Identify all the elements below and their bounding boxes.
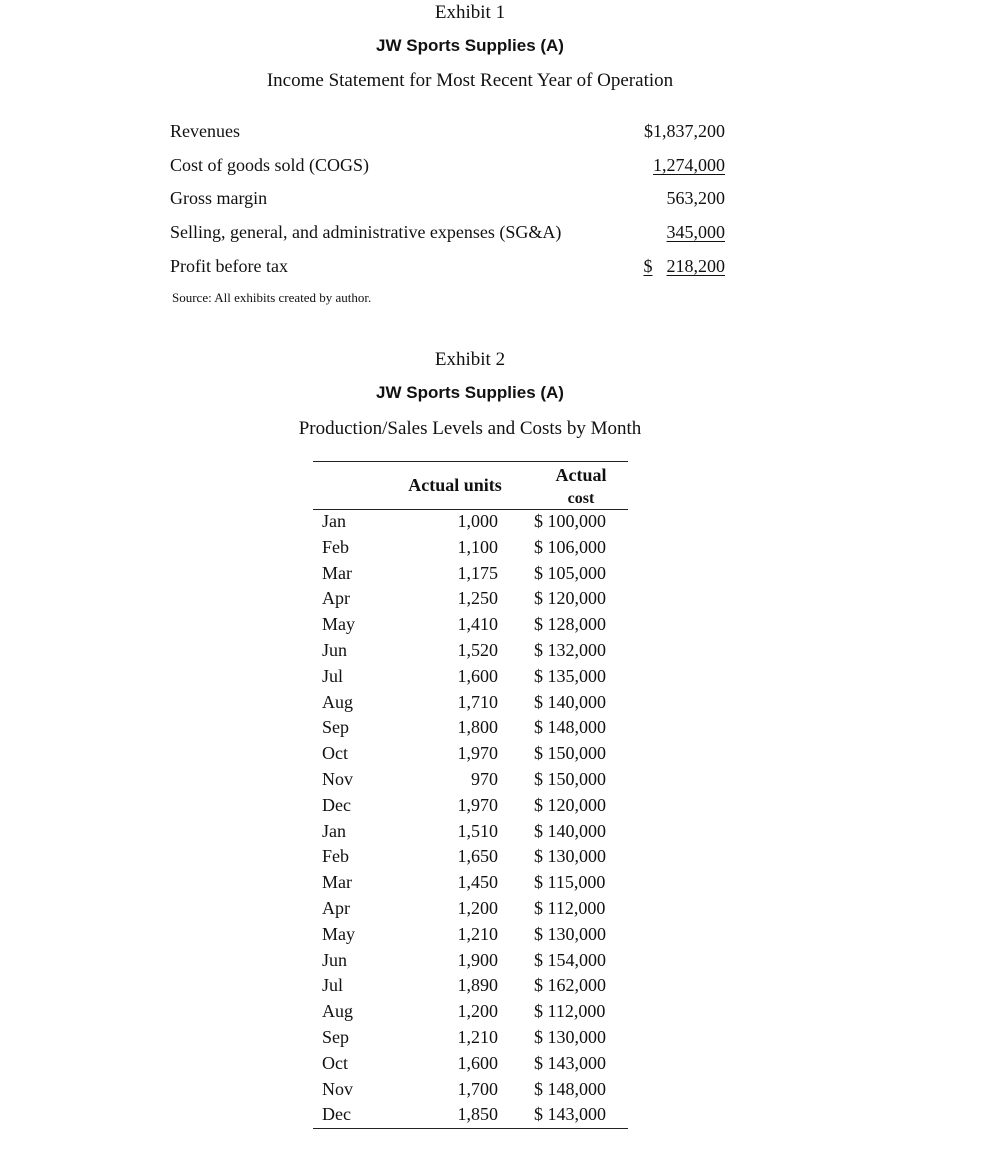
table-row (313, 614, 628, 640)
month-cell: Dec (322, 1104, 351, 1125)
header-cost-line1: Actual (555, 465, 607, 485)
row-value-group (644, 256, 726, 277)
month-cell: Jan (322, 820, 346, 841)
units-cell: 1,970 (457, 743, 498, 764)
month-cell: Jul (322, 665, 344, 686)
units-cell: 1,210 (457, 1027, 498, 1047)
units-cell: 1,410 (457, 614, 498, 635)
month-cell: Sep (322, 1027, 349, 1047)
units-cell: 1,175 (457, 562, 498, 583)
table-row (313, 846, 628, 872)
month-cell: Jan (322, 511, 346, 531)
month-cell: Jul (322, 975, 344, 996)
table-row (313, 1001, 628, 1027)
table-row (313, 1027, 628, 1053)
cost-cell: $ 135,000 (534, 665, 606, 686)
table-row (313, 795, 628, 821)
row-value: 345,000 (666, 222, 725, 242)
month-cell: Oct (322, 1052, 348, 1073)
units-cell: 1,000 (457, 511, 498, 531)
units-cell: 1,700 (457, 1078, 498, 1099)
cost-cell: $ 112,000 (534, 1001, 606, 1022)
table-row (313, 563, 628, 589)
units-cell: 1,970 (457, 794, 498, 815)
row-value: 218,200 (666, 256, 725, 276)
cost-cell: $ 140,000 (534, 820, 606, 841)
units-cell: 1,200 (457, 1001, 498, 1022)
cost-cell: $ 143,000 (534, 1052, 606, 1073)
units-cell: 1,450 (457, 872, 498, 893)
units-cell: 1,600 (457, 665, 498, 686)
table-row (313, 640, 628, 666)
table-row (313, 666, 628, 692)
units-cell: 1,900 (457, 949, 498, 970)
units-cell: 1,200 (457, 898, 498, 918)
units-cell: 1,650 (457, 846, 498, 867)
units-cell: 1,210 (457, 923, 498, 944)
cost-cell: $ 132,000 (534, 640, 606, 660)
month-cell: Sep (322, 717, 349, 738)
income-row-revenues (170, 121, 725, 147)
month-cell: Mar (322, 562, 352, 583)
income-row-cogs (170, 155, 725, 181)
month-cell: Aug (322, 691, 353, 712)
month-cell: Nov (322, 1078, 353, 1099)
table-row (313, 717, 628, 743)
table-row (313, 898, 628, 924)
exhibit1-company: JW Sports Supplies (A) (376, 36, 564, 55)
exhibit2-title: Production/Sales Levels and Costs by Month (298, 418, 642, 439)
cost-cell: $ 148,000 (534, 1078, 606, 1099)
table-row (313, 692, 628, 718)
cost-cell: $ 120,000 (534, 588, 606, 609)
cost-cell: $ 140,000 (534, 691, 606, 712)
units-cell: 970 (471, 769, 498, 789)
month-cell: Apr (322, 588, 350, 609)
currency-symbol: $ (643, 256, 653, 276)
row-label: Revenues (170, 121, 240, 141)
row-value: 1,274,000 (653, 155, 725, 175)
cost-cell: $ 130,000 (534, 1027, 606, 1047)
row-label: Selling, general, and administrative expenses (SG&A) (170, 222, 562, 242)
row-label: Gross margin (170, 188, 268, 208)
month-cell: Aug (322, 1001, 353, 1022)
units-cell: 1,890 (457, 975, 498, 996)
month-cell: Feb (322, 846, 349, 867)
table-row (313, 821, 628, 847)
table-row (313, 1104, 628, 1130)
cost-cell: $ 150,000 (534, 769, 606, 789)
source-note: Source: All exhibits created by author. (172, 290, 372, 305)
cost-cell: $ 106,000 (534, 536, 606, 557)
cost-cell: $ 130,000 (534, 923, 606, 944)
month-cell: May (322, 614, 355, 635)
month-cell: Nov (322, 769, 353, 789)
row-value: 563,200 (666, 188, 725, 208)
cost-cell: $ 162,000 (534, 975, 606, 996)
table-bottom-rule (313, 1128, 628, 1129)
table-row (313, 872, 628, 898)
exhibit1-label: Exhibit 1 (434, 2, 506, 23)
exhibit2-label: Exhibit 2 (434, 349, 506, 370)
header-cost-line2: cost (567, 490, 595, 507)
cost-cell: $ 128,000 (534, 614, 606, 635)
row-value: $1,837,200 (644, 121, 725, 141)
table-row (313, 511, 628, 537)
month-cell: Dec (322, 794, 351, 815)
exhibit2-company: JW Sports Supplies (A) (376, 383, 564, 402)
table-row (313, 1079, 628, 1105)
units-cell: 1,710 (457, 691, 498, 712)
month-cell: Apr (322, 898, 350, 918)
units-cell: 1,250 (457, 588, 498, 609)
cost-cell: $ 143,000 (534, 1104, 606, 1125)
table-row (313, 950, 628, 976)
cost-cell: $ 120,000 (534, 794, 606, 815)
cost-cell: $ 130,000 (534, 846, 606, 867)
income-row-gross-margin (170, 188, 725, 214)
header-actual-units: Actual units (408, 475, 502, 495)
cost-cell: $ 100,000 (534, 511, 606, 531)
exhibit1-title: Income Statement for Most Recent Year of Operation (266, 70, 674, 91)
table-row (313, 924, 628, 950)
table-top-rule (313, 461, 628, 462)
cost-cell: $ 105,000 (534, 562, 606, 583)
table-row (313, 537, 628, 563)
units-cell: 1,850 (457, 1104, 498, 1125)
cost-cell: $ 112,000 (534, 898, 606, 918)
month-cell: Mar (322, 872, 352, 893)
units-cell: 1,600 (457, 1052, 498, 1073)
month-cell: Jun (322, 640, 348, 660)
units-cell: 1,100 (457, 536, 498, 557)
month-cell: May (322, 923, 355, 944)
units-cell: 1,510 (457, 820, 498, 841)
month-cell: Jun (322, 949, 348, 970)
income-row-profit (170, 256, 725, 282)
table-row (313, 1053, 628, 1079)
month-cell: Oct (322, 743, 348, 764)
units-cell: 1,520 (457, 640, 498, 660)
header-actual-cost (531, 464, 631, 510)
table-row (313, 588, 628, 614)
units-cell: 1,800 (457, 717, 498, 738)
cost-cell: $ 150,000 (534, 743, 606, 764)
cost-cell: $ 148,000 (534, 717, 606, 738)
header-rule (313, 509, 628, 510)
income-row-sga (170, 222, 725, 248)
table-row (313, 769, 628, 795)
table-row (313, 743, 628, 769)
cost-cell: $ 154,000 (534, 949, 606, 970)
row-label: Profit before tax (170, 256, 288, 276)
table-row (313, 975, 628, 1001)
row-label: Cost of goods sold (COGS) (170, 155, 370, 175)
month-cell: Feb (322, 536, 349, 557)
cost-cell: $ 115,000 (534, 872, 606, 893)
